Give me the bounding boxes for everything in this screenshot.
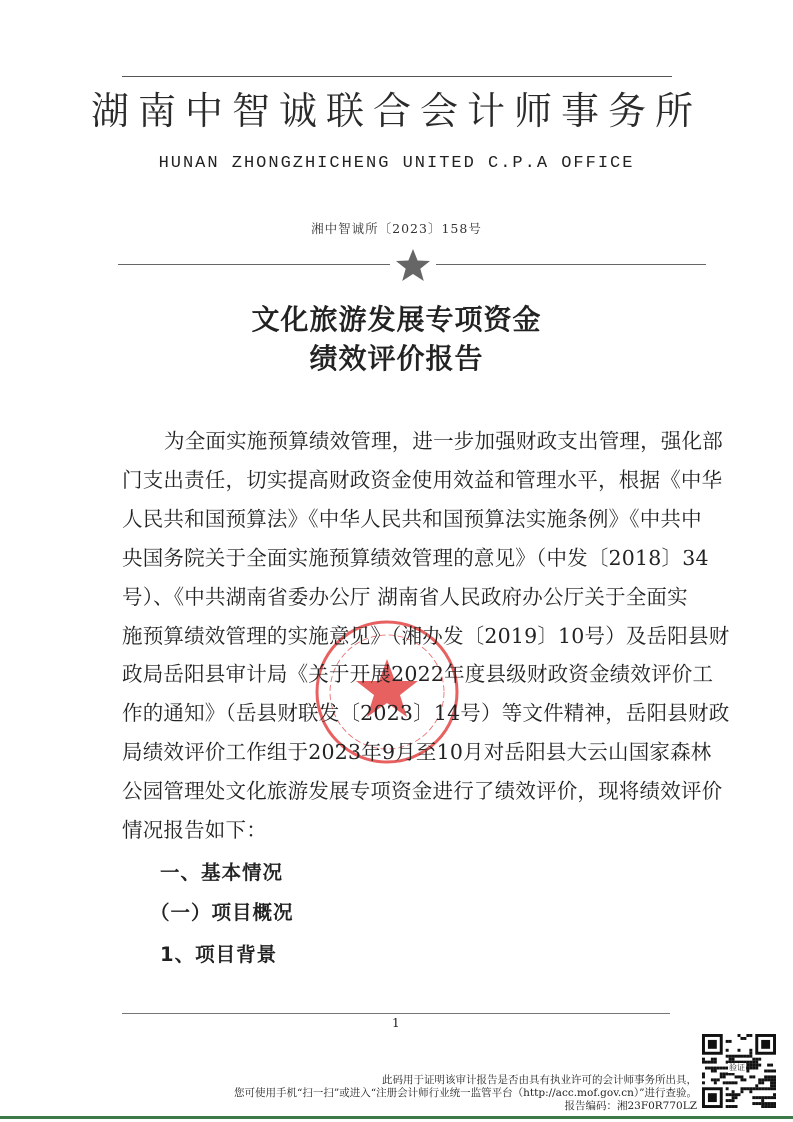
- qr-module: [711, 1070, 714, 1073]
- firm-name-cn: 湖南中智诚联合会计师事务所: [90, 89, 702, 133]
- qr-module: [732, 1090, 735, 1093]
- qr-module: [711, 1067, 714, 1070]
- qr-module: [717, 1067, 720, 1070]
- qr-module: [714, 1078, 717, 1081]
- qr-module: [738, 1049, 741, 1052]
- qr-module: [729, 1093, 732, 1096]
- qr-module: [746, 1064, 749, 1067]
- qr-module: [758, 1078, 761, 1081]
- body-line: 门支出责任，切实提高财政资金使用效益和管理水平，根据《中华: [122, 467, 723, 492]
- qr-module: [755, 1058, 758, 1061]
- qr-module: [702, 1058, 705, 1061]
- qr-module: [749, 1090, 752, 1093]
- qr-module: [749, 1075, 752, 1078]
- qr-module: [770, 1078, 773, 1081]
- qr-module: [743, 1055, 746, 1058]
- qr-module: [761, 1087, 764, 1090]
- qr-module: [755, 1087, 758, 1090]
- qr-module: [723, 1081, 726, 1084]
- qr-module: [752, 1096, 755, 1099]
- qr-module: [726, 1055, 729, 1058]
- qr-module: [761, 1099, 764, 1102]
- body-line: 央国务院关于全面实施预算绩效管理的意见》（中发〔2018〕34: [122, 545, 709, 570]
- qr-module: [740, 1037, 743, 1040]
- qr-module: [758, 1058, 761, 1061]
- qr-module: [764, 1096, 767, 1099]
- qr-module: [711, 1058, 714, 1061]
- qr-module: [729, 1040, 732, 1043]
- qr-module: [726, 1081, 729, 1084]
- qr-module: [770, 1096, 773, 1099]
- qr-module: [767, 1078, 770, 1081]
- qr-module: [732, 1055, 735, 1058]
- qr-module: [714, 1061, 717, 1064]
- qr-module: [717, 1078, 720, 1081]
- qr-module: [773, 1105, 776, 1108]
- body-line: 为全面实施预算绩效管理，进一步加强财政支出管理，强化部: [164, 429, 723, 453]
- qr-module: [773, 1096, 776, 1099]
- qr-module: [723, 1067, 726, 1070]
- divider-left: [118, 264, 390, 265]
- qr-module: [755, 1064, 758, 1067]
- qr-module: [720, 1067, 723, 1070]
- bottom-accent-rule: [0, 1116, 793, 1119]
- qr-module: [773, 1093, 776, 1096]
- qr-module: [702, 1061, 705, 1064]
- qr-module: [749, 1067, 752, 1070]
- qr-module: [752, 1075, 755, 1078]
- qr-module: [746, 1087, 749, 1090]
- qr-module: [714, 1070, 717, 1073]
- qr-module: [714, 1067, 717, 1070]
- qr-module: [770, 1075, 773, 1078]
- qr-module: [773, 1075, 776, 1078]
- qr-module: [732, 1099, 735, 1102]
- qr-module: [746, 1061, 749, 1064]
- qr-module: [764, 1070, 767, 1073]
- qr-module: [705, 1067, 708, 1070]
- qr-module: [746, 1070, 749, 1073]
- qr-module: [726, 1099, 729, 1102]
- body-line: 人民共和国预算法》《中华人民共和国预算法实施条例》《中共中: [122, 506, 702, 531]
- qr-module: [743, 1037, 746, 1040]
- footer-rule: [122, 1013, 670, 1014]
- qr-module: [752, 1102, 755, 1105]
- qr-module: [749, 1064, 752, 1067]
- heading-project-overview: （一）项目概况: [150, 901, 294, 924]
- qr-module: [755, 1067, 758, 1070]
- qr-module: [740, 1075, 743, 1078]
- qr-module: [770, 1105, 773, 1108]
- qr-module: [702, 1072, 705, 1075]
- qr-module: [708, 1040, 717, 1049]
- qr-module: [749, 1055, 752, 1058]
- qr-module: [749, 1052, 752, 1055]
- qr-module: [729, 1058, 732, 1061]
- qr-badge: 验证: [729, 1063, 745, 1072]
- qr-module: [738, 1093, 741, 1096]
- qr-module: [735, 1075, 738, 1078]
- qr-module: [755, 1061, 758, 1064]
- qr-module: [773, 1081, 776, 1084]
- qr-module: [726, 1049, 729, 1052]
- qr-module: [743, 1078, 746, 1081]
- report-code: 报告编码：湘23F0R770LZ: [564, 1100, 697, 1112]
- qr-note-line2: 您可使用手机“扫一扫”或进入“注册会计师行业统一监管平台（http://acc.mof.gov.cn）”进行查验。: [234, 1087, 697, 1099]
- qr-module: [738, 1075, 741, 1078]
- qr-module: [729, 1081, 732, 1084]
- qr-module: [746, 1067, 749, 1070]
- qr-module: [761, 1040, 770, 1049]
- qr-module: [764, 1102, 767, 1105]
- qr-module: [723, 1072, 726, 1075]
- qr-module: [702, 1075, 705, 1078]
- star-icon: [393, 248, 433, 282]
- qr-module: [764, 1078, 767, 1081]
- qr-module: [749, 1061, 752, 1064]
- body-line: 政局岳阳县审计局《关于开展2022年度县级财政资金绩效评价工: [122, 662, 714, 687]
- body-line: 作的通知》（岳县财联发〔2023〕14号）等文件精神，岳阳县财政: [122, 701, 730, 726]
- qr-module: [732, 1105, 735, 1108]
- qr-module: [720, 1075, 723, 1078]
- qr-module: [758, 1081, 761, 1084]
- qr-module: [714, 1081, 717, 1084]
- qr-module: [708, 1093, 717, 1102]
- body-line: 情况报告如下：: [122, 818, 267, 842]
- qr-module: [735, 1093, 738, 1096]
- qr-module: [767, 1102, 770, 1105]
- qr-module: [740, 1090, 743, 1093]
- qr-module: [770, 1070, 773, 1073]
- qr-module: [752, 1064, 755, 1067]
- qr-module: [773, 1087, 776, 1090]
- report-title-line2: 绩效评价报告: [309, 342, 484, 375]
- qr-module: [767, 1105, 770, 1108]
- qr-module: [752, 1087, 755, 1090]
- qr-module: [743, 1087, 746, 1090]
- qr-module: [735, 1081, 738, 1084]
- qr-module: [726, 1093, 729, 1096]
- qr-module: [714, 1058, 717, 1061]
- qr-module: [732, 1093, 735, 1096]
- qr-module: [738, 1034, 741, 1037]
- body-line: 局绩效评价工作组于2023年9月至10月对岳阳县大云山国家森林: [122, 740, 712, 765]
- qr-module: [764, 1087, 767, 1090]
- qr-module: [761, 1078, 764, 1081]
- body-line: 公园管理处文化旅游发展专项资金进行了绩效评价，现将绩效评价: [122, 779, 723, 804]
- page-number: 1: [392, 1016, 400, 1030]
- qr-module: [729, 1099, 732, 1102]
- qr-module: [711, 1061, 714, 1064]
- qr-module: [758, 1087, 761, 1090]
- qr-module: [729, 1055, 732, 1058]
- qr-module: [770, 1084, 773, 1087]
- qr-module: [740, 1055, 743, 1058]
- qr-module: [705, 1061, 708, 1064]
- qr-module: [749, 1034, 752, 1037]
- qr-module: [761, 1102, 764, 1105]
- qr-module: [746, 1034, 749, 1037]
- qr-module: [726, 1087, 729, 1090]
- body-line: 号）、《中共湖南省委办公厅 湖南省人民政府办公厅关于全面实: [122, 584, 688, 609]
- qr-module: [735, 1055, 738, 1058]
- qr-module: [752, 1058, 755, 1061]
- firm-name-en: HUNAN ZHONGZHICHENG UNITED C.P.A OFFICE: [158, 154, 635, 173]
- qr-module: [738, 1055, 741, 1058]
- qr-module: [761, 1105, 764, 1108]
- qr-module: [752, 1061, 755, 1064]
- qr-module: [755, 1102, 758, 1105]
- qr-module: [749, 1049, 752, 1052]
- qr-module: [746, 1055, 749, 1058]
- qr-module: [767, 1075, 770, 1078]
- qr-module: [720, 1072, 723, 1075]
- qr-module: [726, 1040, 729, 1043]
- qr-module: [711, 1078, 714, 1081]
- qr-module: [764, 1075, 767, 1078]
- qr-module: [732, 1058, 735, 1061]
- qr-module: [740, 1078, 743, 1081]
- qr-module: [702, 1081, 705, 1084]
- qr-module: [773, 1102, 776, 1105]
- qr-module: [735, 1105, 738, 1108]
- qr-module: [770, 1102, 773, 1105]
- qr-module: [764, 1105, 767, 1108]
- document-number: 湘中智诚所〔2023〕158号: [311, 221, 482, 236]
- qr-module: [735, 1096, 738, 1099]
- qr-module: [767, 1064, 770, 1067]
- header-top-rule: [122, 76, 672, 77]
- qr-module: [726, 1105, 729, 1108]
- qr-module: [773, 1070, 776, 1073]
- qr-module: [752, 1067, 755, 1070]
- qr-module: [773, 1078, 776, 1081]
- qr-module: [732, 1096, 735, 1099]
- qr-module: [749, 1087, 752, 1090]
- qr-module: [708, 1061, 711, 1064]
- qr-module: [761, 1096, 764, 1099]
- qr-module: [773, 1084, 776, 1087]
- qr-module: [758, 1102, 761, 1105]
- report-title-line1: 文化旅游发展专项资金: [251, 303, 542, 336]
- heading-basic-situation: 一、基本情况: [160, 861, 284, 884]
- qr-module: [767, 1096, 770, 1099]
- qr-module: [755, 1096, 758, 1099]
- qr-module: [758, 1064, 761, 1067]
- qr-module: [770, 1081, 773, 1084]
- qr-module: [758, 1096, 761, 1099]
- qr-module: [708, 1067, 711, 1070]
- qr-module: [723, 1075, 726, 1078]
- qr-module: [740, 1087, 743, 1090]
- qr-module: [729, 1105, 732, 1108]
- qr-module: [770, 1064, 773, 1067]
- qr-module: [732, 1081, 735, 1084]
- body-line: 施预算绩效管理的实施意见》（湘办发〔2019〕10号）及岳阳县财: [122, 623, 730, 648]
- qr-note-line1: 此码用于证明该审计报告是否由具有执业许可的会计师事务所出具，: [382, 1074, 697, 1086]
- qr-module: [755, 1084, 758, 1087]
- qr-module: [767, 1070, 770, 1073]
- divider-right: [436, 264, 706, 265]
- qr-module: [767, 1087, 770, 1090]
- qr-module: [770, 1087, 773, 1090]
- heading-project-background: 1、项目背景: [160, 943, 278, 966]
- qr-module: [761, 1081, 764, 1084]
